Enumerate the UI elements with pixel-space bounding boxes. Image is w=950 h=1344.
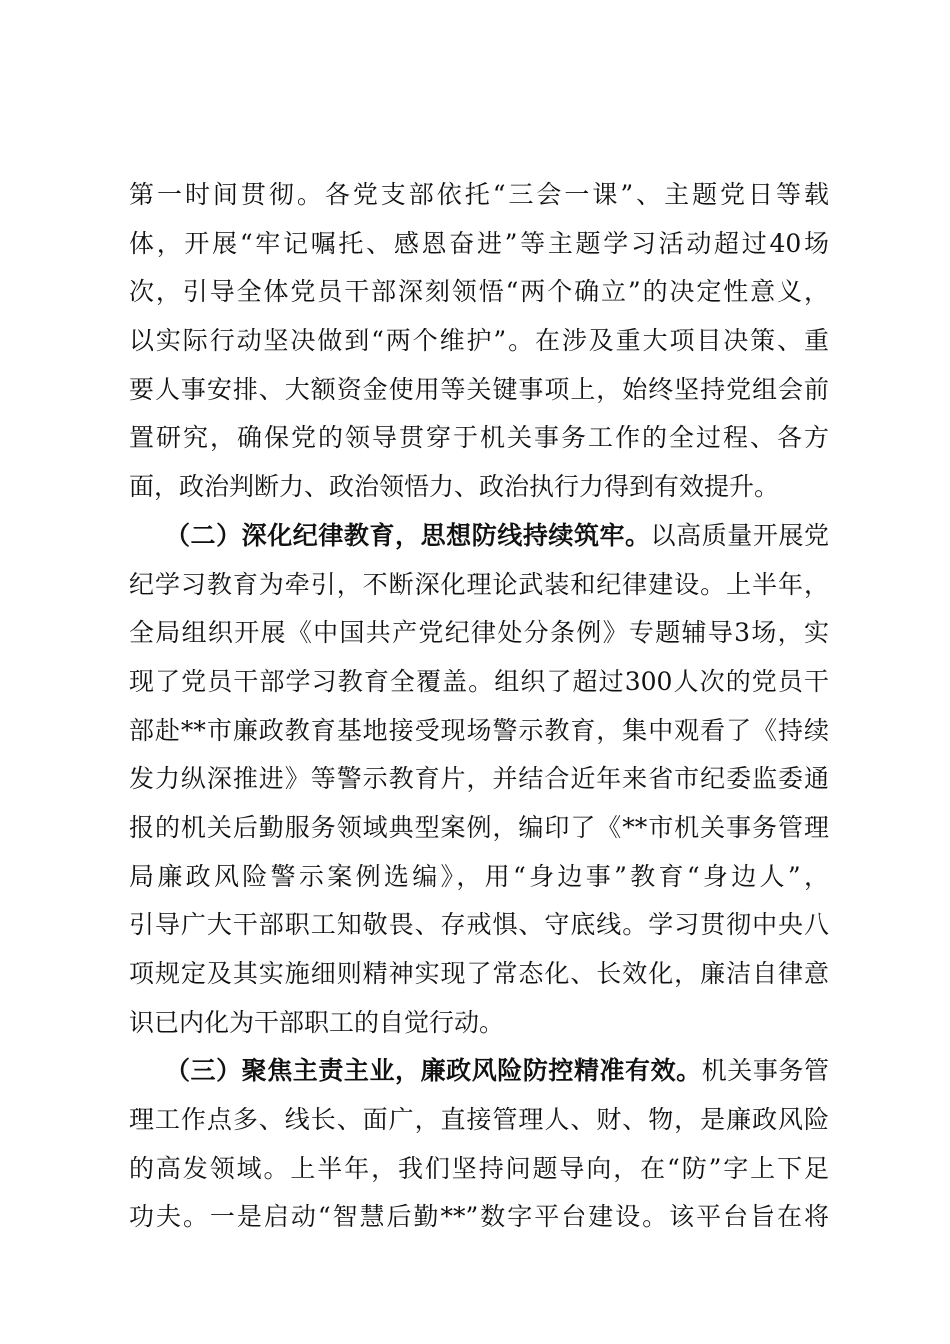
- p2-line-1: [129, 512, 829, 561]
- section-heading-2: （二）深化纪律教育，思想防线持续筑牢。: [165, 520, 651, 550]
- p1-line-2: 体，开展“牢记嘱托、感恩奋进”等主题学习活动超过40场: [129, 228, 829, 258]
- p2-line-2: 纪学习教育为牵引，不断深化理论武装和纪律建设。上半年，: [129, 569, 829, 599]
- p2-line-8: 局廉政风险警示案例选编》，用“身边事”教育“身边人”，: [129, 861, 829, 891]
- p3-line-1-rest: 机关事务管: [701, 1056, 829, 1086]
- p2-line-6: 发力纵深推进》等警示教育片，并结合近年来省市纪委监委通: [129, 764, 829, 794]
- p2-line-5: 部赴**市廉政教育基地接受现场警示教育，集中观看了《持续: [129, 715, 829, 745]
- document-body: [129, 171, 829, 1242]
- p3-line-4: 功夫。一是启动“智慧后勤**”数字平台建设。该平台旨在将: [129, 1202, 829, 1232]
- p1-line-7: 面，政治判断力、政治领悟力、政治执行力得到有效提升。: [129, 472, 780, 502]
- p2-line-7: 报的机关后勤服务领域典型案例，编印了《**市机关事务管理: [129, 812, 829, 842]
- p3-line-2: 理工作点多、线长、面广，直接管理人、财、物，是廉政风险: [129, 1105, 829, 1135]
- p1-line-4: 以实际行动坚决做到“两个维护”。在涉及重大项目决策、重: [129, 326, 829, 356]
- p1-line-5: 要人事安排、大额资金使用等关键事项上，始终坚持党组会前: [129, 374, 829, 404]
- p2-line-11: 识已内化为干部职工的自觉行动。: [129, 1007, 505, 1037]
- p2-line-4: 现了党员干部学习教育全覆盖。组织了超过300人次的党员干: [129, 666, 829, 696]
- p2-line-1-rest: 以高质量开展党: [650, 520, 829, 550]
- section-heading-3: （三）聚焦主责主业，廉政风险防控精准有效。: [165, 1056, 702, 1086]
- p1-line-1: 第一时间贯彻。各党支部依托“三会一课”、主题党日等载: [129, 180, 829, 209]
- p1-line-6: 置研究，确保党的领导贯穿于机关事务工作的全过程、各方: [129, 423, 829, 453]
- p2-line-10: 项规定及其实施细则精神实现了常态化、长效化，廉洁自律意: [129, 959, 829, 988]
- p3-line-3: 的高发领域。上半年，我们坚持问题导向，在“防”字上下足: [129, 1153, 829, 1183]
- p2-line-3: 全局组织开展《中国共产党纪律处分条例》专题辅导3场，实: [129, 618, 829, 648]
- p2-line-9: 引导广大干部职工知敬畏、存戒惧、守底线。学习贯彻中央八: [129, 910, 829, 940]
- p3-line-1: [129, 1047, 829, 1096]
- p1-line-3: 次，引导全体党员干部深刻领悟“两个确立”的决定性意义，: [129, 277, 829, 307]
